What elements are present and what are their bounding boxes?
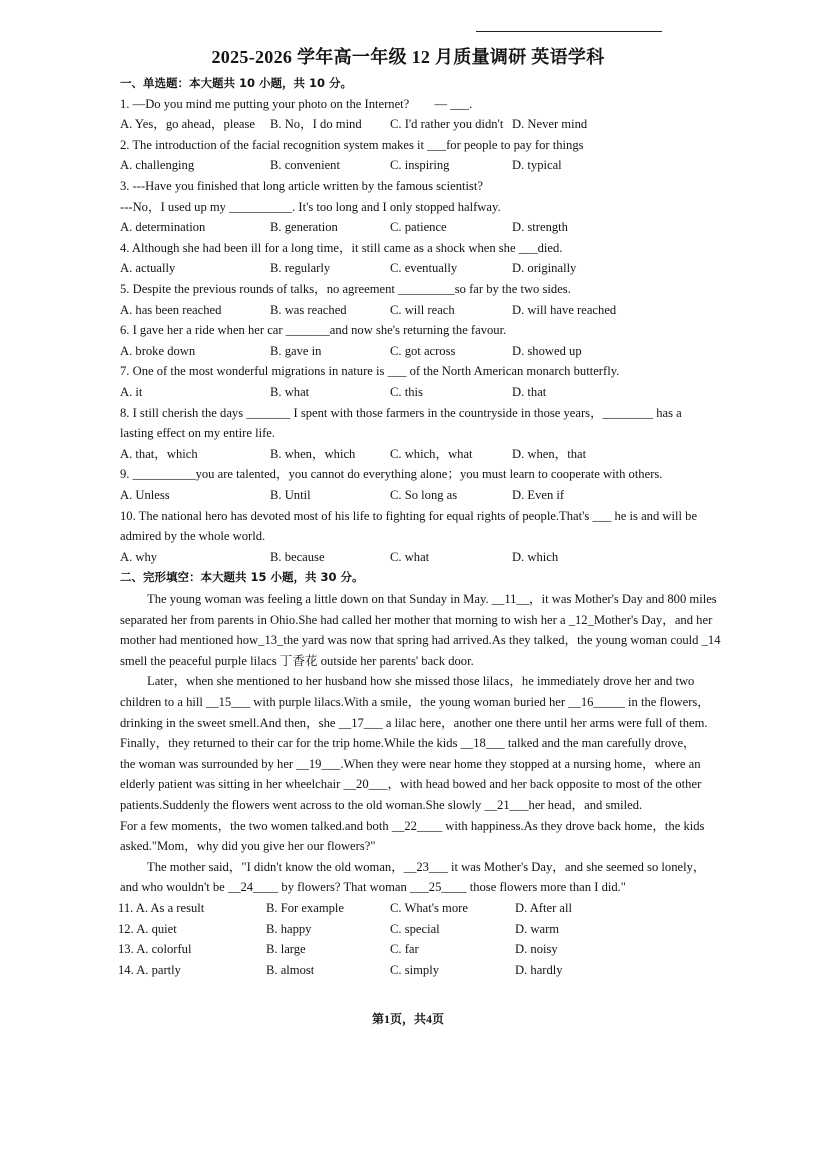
cloze-option: B. almost (266, 962, 315, 977)
question-option: C. eventually (390, 261, 458, 276)
question-option: C. I'd rather you didn't (390, 117, 504, 132)
question-option: A. has been reached (120, 302, 222, 317)
passage-line: children to a hill __15___ with purple lilacs.With a smile，the young woman buried her __16_____ in the flowers， (120, 695, 710, 709)
passage-line: patients.Suddenly the flowers went across to the old woman.She slowly __21___her head，and smiled. (120, 798, 643, 812)
question-option: A. that，which (120, 446, 198, 461)
passage-line: elderly patient was sitting in her wheelchair __20___，with head bowed and her back opposite to most of the other (120, 777, 702, 792)
cloze-option: C. special (390, 921, 440, 936)
question-option: A. Unless (120, 488, 170, 502)
cloze-option: C. What's more (390, 901, 468, 915)
passage-line: mother had mentioned how_13_the yard was now that spring had arrived.As they talked，the young woman could _14 (120, 633, 721, 648)
page-footer: 第1页，共4页 (371, 1012, 444, 1026)
section-heading-cloze: 二、完形填空：本大题共 15 小题，共 30 分。 (120, 570, 364, 585)
question-option: C. this (390, 385, 423, 399)
question-option: B. regularly (270, 261, 331, 276)
question-option: D. Never mind (512, 117, 588, 132)
section-heading-single-choice: 一、单选题：本大题共 10 小题，共 10 分。 (120, 76, 353, 90)
cloze-option: 12. A. quiet (118, 921, 177, 936)
question-option: A. why (120, 549, 158, 564)
cloze-option: D. warm (515, 921, 560, 936)
question-stem: 2. The introduction of the facial recognition system makes it ___for people to pay for things (120, 137, 584, 152)
cloze-option: 13. A. colorful (118, 942, 192, 957)
question-option: B. convenient (270, 158, 340, 173)
question-stem: lasting effect on my entire life. (120, 426, 276, 441)
passage-line: Finally，they returned to their car for the trip home.While the kids __18___ talked and the man carefully drove， (120, 736, 696, 751)
passage-line: The young woman was feeling a little down on that Sunday in May. __11__，it was Mother's Day and 800 miles (147, 592, 717, 606)
question-option: C. patience (390, 220, 447, 235)
question-stem: ---No，I used up my __________. It's too long and I only stopped halfway. (120, 199, 501, 214)
question-option: D. strength (512, 220, 568, 235)
passage-line: asked."Mom，why did you give her our flowers?" (120, 839, 376, 854)
question-option: C. will reach (390, 302, 455, 317)
question-option: B. was reached (270, 302, 347, 317)
passage-line: The mother said，"I didn't know the old woman，__23___ it was Mother's Day，and she seemed so lonely， (147, 859, 706, 874)
cloze-option: D. hardly (515, 962, 563, 977)
cloze-option: C. simply (390, 962, 439, 977)
question-stem: 8. I still cherish the days _______ I spent with those farmers in the countryside in those years，________ has a (120, 405, 682, 420)
cloze-option: D. noisy (515, 942, 558, 957)
question-option: B. gave in (270, 343, 322, 358)
question-stem: 6. I gave her a ride when her car _______and now she's returning the favour. (120, 323, 507, 338)
header-rule (476, 31, 662, 32)
question-option: C. what (390, 549, 430, 564)
question-option: D. when，that (512, 446, 587, 461)
question-stem: 10. The national hero has devoted most of his life to fighting for equal rights of people.That's ___ he is and will be (120, 508, 698, 523)
question-option: B. what (270, 385, 310, 399)
question-option: D. typical (512, 158, 562, 173)
question-option: D. which (512, 549, 559, 564)
question-option: A. actually (120, 261, 176, 276)
question-option: B. No，I do mind (270, 117, 362, 132)
question-option: C. which，what (390, 446, 473, 461)
question-option: A. determination (120, 220, 206, 235)
question-option: C. got across (390, 343, 456, 358)
question-option: C. So long as (390, 488, 458, 502)
passage-line: Later，when she mentioned to her husband how she missed those lilacs，he immediately drove her and two (147, 674, 695, 689)
question-option: D. originally (512, 261, 577, 276)
cloze-option: 14. A. partly (118, 962, 181, 977)
question-option: D. showed up (512, 343, 582, 358)
question-option: B. because (270, 549, 325, 564)
cloze-option: B. large (266, 942, 306, 957)
question-stem: 3. ---Have you finished that long article written by the famous scientist? (120, 179, 484, 193)
question-option: B. generation (270, 220, 338, 235)
question-stem: 5. Despite the previous rounds of talks，no agreement _________so far by the two sides. (120, 282, 571, 296)
passage-line: For a few moments，the two women talked.and both __22____ with happiness.As they drove back home，the kids (120, 818, 705, 833)
question-option: B. when，which (270, 446, 356, 461)
question-option: A. broke down (120, 343, 196, 358)
question-stem: 1. —Do you mind me putting your photo on the Internet? — ___. (120, 96, 473, 111)
question-option: A. it (120, 385, 143, 399)
question-option: C. inspiring (390, 158, 450, 173)
question-option: D. will have reached (512, 302, 617, 317)
question-option: A. Yes，go ahead，please (120, 117, 256, 132)
cloze-option: B. happy (266, 921, 312, 936)
cloze-option: B. For example (266, 901, 344, 915)
passage-line: the woman was surrounded by her __19___.When they were near home they stopped at a nursing home，where an (120, 756, 701, 771)
passage-line: separated her from parents in Ohio.She had called her mother that morning to wish her a _12_Mother's Day，and her (120, 612, 713, 627)
question-option: D. Even if (512, 488, 565, 502)
cloze-option: 11. A. As a result (118, 901, 205, 915)
passage-line: and who wouldn't be __24____ by flowers? That woman ___25____ those flowers more than I did." (120, 880, 626, 895)
question-stem: 7. One of the most wonderful migrations in nature is ___ of the North American monarch butterfly. (120, 364, 620, 379)
page-title: 2025-2026 学年高一年级 12 月质量调研 英语学科 (211, 47, 605, 67)
question-stem: 9. __________you are talented，you cannot do everything alone；you must learn to cooperate with others. (120, 467, 663, 482)
question-stem: admired by the whole world. (120, 529, 266, 544)
passage-line: smell the peaceful purple lilacs 丁香花 outside her parents' back door. (120, 653, 474, 668)
cloze-option: D. After all (515, 901, 573, 915)
cloze-option: C. far (390, 942, 419, 957)
passage-line: drinking in the sweet smell.And then，she __17___ a lilac here，another one there until her arms were full of them. (120, 715, 708, 730)
question-stem: 4. Although she had been ill for a long time，it still came as a shock when she ___died. (120, 240, 563, 255)
question-option: D. that (512, 385, 547, 399)
question-option: A. challenging (120, 158, 195, 173)
question-option: B. Until (270, 488, 311, 502)
